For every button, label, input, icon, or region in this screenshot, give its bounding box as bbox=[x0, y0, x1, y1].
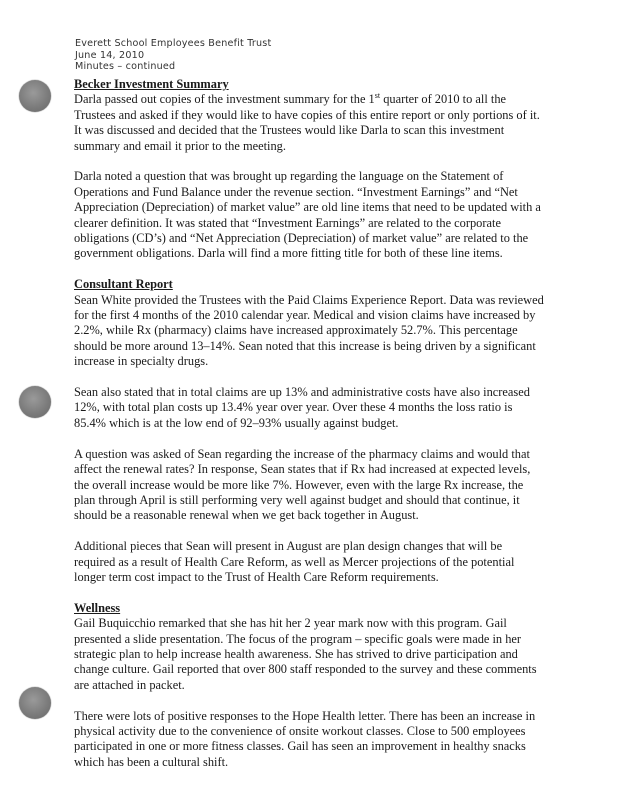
section-wellness bbox=[74, 601, 544, 770]
paragraph: A question was asked of Sean regarding the increase of the pharmacy claims and would that affect the renewal rates? In response, Sean states that if Rx had increased at expected levels, the overall increase would be more like 7%. However, even with the large Rx increase, the plan through April is still performing very well against budget and should that continue, it should be a reasonable renewal when we get back together in August. bbox=[74, 446, 531, 523]
paragraph: Sean also stated that in total claims are up 13% and administrative costs have also increased 12%, with total plan costs up 13.4% year over year. Over these 4 months the loss ratio is 85.4% which is at the low end of 92–93% usually against budget. bbox=[74, 385, 530, 430]
section-title: Becker Investment Summary bbox=[74, 77, 229, 91]
header-org: Everett School Employees Benefit Trust bbox=[75, 38, 272, 49]
paragraph: There were lots of positive responses to the Hope Health letter. There has been an increase in physical activity due to the convenience of onsite workout classes. Close to 500 employees participated in one or more fitness classes. Gail has seen an improvement in healthy snacks which has been a cultural shift. bbox=[74, 708, 536, 769]
paragraph: Darla noted a question that was brought up regarding the language on the Statement of Operations and Fund Balance under the revenue section. “Investment Earnings” and “Net Appreciation (Depreciation) of market value” are old line items that need to be updated with a clearer definition. It was stated that “Investment Earnings” are related to the corporate obligations (CD’s) and “Net Appreciation (Depreciation) of market value” are related to the government obligations. Darla will find a more fitting title for both of these line items. bbox=[74, 169, 541, 261]
paragraph: Additional pieces that Sean will present in August are plan design changes that will be required as a result of Health Care Reform, as well as Mercer projections of the potential longer term cost impact to the Trust of Health Care Reform requirements. bbox=[74, 539, 515, 584]
punch-hole bbox=[19, 687, 51, 719]
ordinal-suffix: st bbox=[374, 91, 381, 101]
paragraph: Sean White provided the Trustees with the Paid Claims Experience Report. Data was reviewed for the first 4 months of the 2010 calendar year. Medical and vision claims have increased by 2.2%, while Rx (pharmacy) claims have increased approximately 52.7%. This percentage should be more around 13–14%. Sean noted that this increase is being driven by a significant increase in specialty drugs. bbox=[74, 292, 544, 369]
section-title: Consultant Report bbox=[74, 277, 173, 292]
punch-hole bbox=[19, 386, 51, 418]
punch-hole bbox=[19, 80, 51, 112]
header-subtitle: Minutes – continued bbox=[75, 61, 176, 72]
section-becker-investment-summary bbox=[74, 77, 544, 262]
paragraph: Gail Buquicchio remarked that she has hit her 2 year mark now with this program. Gail presented a slide presentation. The focus of the program – specific goals were made in her strategic plan to help increase health awareness. She has strived to drive participation and change culture. Gail reported that over 800 staff responded to the survey and these comments are attached in packet. bbox=[74, 616, 537, 692]
document-body bbox=[74, 77, 544, 770]
section-consultant-report bbox=[74, 277, 544, 585]
paragraph: Darla passed out copies of the investment summary for the 1st quarter of 2010 to all the Trustees and asked if they would like to have copies of this entire report or only portions of it. It was discussed and decided that the Trustees would like Darla to scan this investment summary and email it prior to the meeting. bbox=[74, 91, 540, 153]
page-header bbox=[75, 38, 271, 73]
section-title: Wellness bbox=[74, 600, 121, 615]
header-date: June 14, 2010 bbox=[75, 49, 145, 61]
